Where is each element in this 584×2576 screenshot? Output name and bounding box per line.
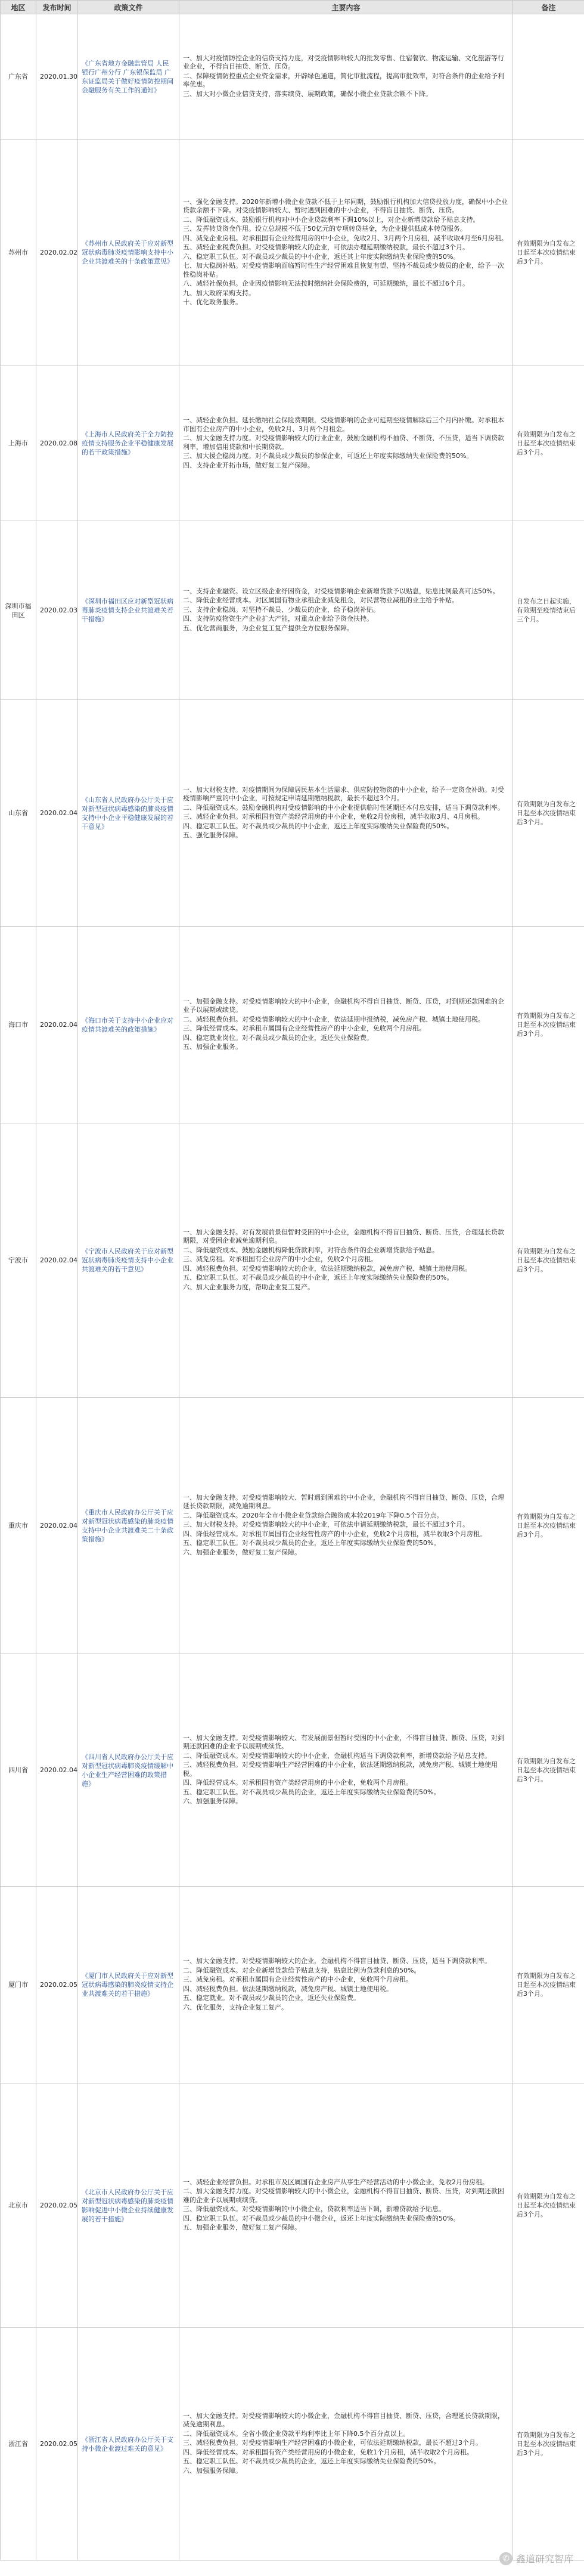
cell-policy: 《浙江省人民政府办公厅关于支持小微企业渡过难关的意见》	[78, 2328, 179, 2560]
main-paragraph: 五、加强企业服务。	[183, 1043, 242, 1051]
main-paragraph: 六、加强服务保障。	[183, 1797, 242, 1805]
main-paragraph: 四、稳定职工队伍。对不裁员或少裁员的中小微企业，返还上年度实际缴纳失业保险费的50%。	[183, 2214, 460, 2222]
main-paragraph: 六、加大企业服务力度，帮助企业复工复产。	[183, 1283, 314, 1291]
cell-note: 有效期限为自发布之日起至本次疫情结束后3个月。	[513, 1887, 584, 2083]
cell-main	[179, 1654, 513, 1887]
cell-date: 2020.02.05	[36, 2328, 78, 2560]
cell-policy: 《山东省人民政府办公厅关于应对新型冠状病毒感染的肺炎疫情支持中小企业平稳健康发展的若干意见》	[78, 700, 179, 927]
main-paragraph: 三、加大对小微企业信贷支持，落实续贷、展期政策，确保小微企业贷款余额不下降。	[183, 89, 432, 98]
watermark	[499, 2552, 573, 2565]
cell-note: 有效期限为自发布之日起至本次疫情结束后3个月。	[513, 1398, 584, 1654]
cell-note: 有效期限为自发布之日起至本次疫情结束后3个月。	[513, 1654, 584, 1887]
main-paragraph: 五、优化营商服务，为企业复工复产提供全方位服务保障。	[183, 624, 353, 632]
main-paragraph: 四、支持企业开拓市场，做好复工复产保障。	[183, 461, 314, 469]
table-row	[1, 2328, 584, 2560]
table-row	[1, 1398, 584, 1654]
main-paragraph: 二、降低企业经营成本。对区属国有物业承租企业减免租金，对民营物业减租的业主给予补贴。	[183, 596, 458, 605]
main-paragraph: 八、减轻社保负担。企业因疫情影响无法按时缴纳社会保险费的，可延期缴纳，最长不超过6个月。	[183, 280, 469, 287]
main-paragraph: 四、减轻税费负担。依法延期缴纳税款，减免房产税、城镇土地使用税。	[183, 1984, 393, 1993]
main-paragraph: 二、降低融资成本。对企业新增贷款给予贴息支持，贴息比例为贷款利息的50%。	[183, 1966, 421, 1974]
cell-policy: 《宁波市人民政府关于应对新型冠状病毒肺炎疫情支持中小企业共渡难关的若干意见》	[78, 1123, 179, 1398]
cell-main	[179, 700, 513, 927]
header-main: 主要内容	[179, 1, 513, 14]
main-paragraph: 四、降低经营成本。对承租市属国有企业经营性房产的中小企业，免收2个月房租，减半收取3个月房租。	[183, 1530, 486, 1538]
main-paragraph: 一、加大金融支持。对有发展前景但暂时受困的中小企业，金融机构不得盲目抽贷、断贷、压贷，合理延长贷款期限，对受困企业减免逾期利息。	[183, 1228, 504, 1245]
cell-region: 深圳市福田区	[1, 521, 36, 700]
main-paragraph: 一、加大金融支持。对受疫情影响较大、有发展前景但暂时受困的中小企业，不得盲目抽贷、断贷、压贷，对到期还款困难的企业予以展期或续贷。	[183, 1733, 504, 1750]
cell-date: 2020.02.04	[36, 1398, 78, 1654]
cell-note: 有效期限为自发布之日起至本次疫情结束后3个月。	[513, 1123, 584, 1398]
cell-main	[179, 1887, 513, 2083]
cell-main	[179, 366, 513, 521]
main-paragraph: 四、减轻税费负担。对受疫情影响较大的企业，依法延期缴纳税款，减免房产税、城镇土地使用税。	[183, 1264, 471, 1272]
cell-note: 有效期限为自发布之日起至本次疫情结束后3个月。	[513, 366, 584, 521]
main-paragraph: 二、减轻税费负担。对受疫情影响较大的中小企业，依法延期申报纳税，减免房产税、城镇土地使用税。	[183, 1015, 484, 1023]
cell-region: 北京市	[1, 2083, 36, 2328]
main-paragraph: 一、支持企业融资。设立区级企业纾困资金，对受疫情影响企业新增贷款予以贴息，贴息比例最高可达50%。	[183, 587, 499, 595]
cell-date: 2020.01.30	[36, 14, 78, 140]
cell-region: 厦门市	[1, 1887, 36, 2083]
cell-policy: 《广东省地方金融监管局 人民银行广州分行 广东银保监局 广东证监局关于做好疫情防控期间金融服务有关工作的通知》	[78, 14, 179, 140]
cell-main	[179, 2083, 513, 2328]
main-paragraph: 九、加大政府采购支持。	[183, 289, 255, 297]
table-row	[1, 700, 584, 927]
cell-date: 2020.02.08	[36, 366, 78, 521]
cell-region: 苏州市	[1, 140, 36, 366]
main-paragraph: 一、减轻企业经营负担。对承租市及区属国有企业房产从事生产经营活动的中小微企业，免收2月份房租。	[183, 2178, 489, 2186]
cell-main	[179, 2328, 513, 2560]
main-paragraph: 二、降低融资成本。对受疫情影响较大的中小企业，金融机构适当下调贷款利率，新增贷款给予贴息支持。	[183, 1751, 491, 1760]
main-paragraph: 四、降低经营成本。对承租国有资产类经营用房的中小企业，免收两个月房租。	[183, 1779, 412, 1787]
table-header-row	[1, 1, 584, 14]
main-paragraph: 二、加大金融支持力度。对受疫情影响较大的中小微企业，金融机构不得盲目抽贷、断贷、压贷，对到期还款困难的企业予以展期或续贷。	[183, 2187, 504, 2204]
cell-policy: 《上海市人民政府关于全力防控疫情支持服务企业平稳健康发展的若干政策措施》	[78, 366, 179, 521]
cell-region: 浙江省	[1, 2328, 36, 2560]
cell-note: 有效期限为自发布之日起至本次疫情结束后3个月。	[513, 927, 584, 1123]
cell-region: 四川省	[1, 1654, 36, 1887]
cell-region: 海口市	[1, 927, 36, 1123]
main-paragraph: 二、降低融资成本。鼓励金融机构降低贷款利率，对符合条件的企业新增贷款给予贴息。	[183, 1246, 439, 1254]
cell-policy: 《苏州市人民政府关于应对新型冠状病毒肺炎疫情影响支持中小企业共渡难关的十条政策意见》	[78, 140, 179, 366]
main-paragraph: 六、稳定职工队伍。对不裁员或少裁员的中小企业，返还其上年度实际缴纳失业保险费的50%。	[183, 252, 460, 261]
main-paragraph: 一、减轻企业负担。延长缴纳社会保险费期限，受疫情影响的企业可延期至疫情解除后三个月内补缴。对承租本市国有企业房产的中小企业，免收2月、3月两个月租金。	[183, 416, 504, 433]
main-paragraph: 四、稳定就业岗位。对不裁员或少裁员的企业，返还失业保险费。	[183, 1033, 373, 1042]
main-paragraph: 一、加大金融支持。对受疫情影响较大、暂时遇到困难的中小企业，金融机构不得盲目抽贷、断贷、压贷，合理延长贷款期限，减免逾期利息。	[183, 1493, 504, 1510]
cell-region: 重庆市	[1, 1398, 36, 1654]
table-row	[1, 1887, 584, 2083]
main-paragraph: 三、减免房租。对承租市属国有企业经营性房产的中小企业，免收两个月房租。	[183, 1976, 412, 1983]
cell-note: 有效期限为自发布之日起至本次疫情结束后3个月。	[513, 140, 584, 366]
cell-region: 广东省	[1, 14, 36, 140]
table-row	[1, 521, 584, 700]
cell-policy: 《重庆市人民政府办公厅关于应对新型冠状病毒感染的肺炎疫情支持中小企业共渡难关二十条政策措施》	[78, 1398, 179, 1654]
main-paragraph: 二、降低融资成本。2020年全市小微企业贷款综合融资成本较2019年下降0.5个百分点。	[183, 1511, 443, 1519]
cell-region: 宁波市	[1, 1123, 36, 1398]
header-date: 发布时间	[36, 1, 78, 14]
table-body	[1, 14, 584, 2560]
main-paragraph: 七、加大稳岗补贴。对受疫情影响面临暂时性生产经营困难且恢复有望、坚持不裁员或少裁员的企业，给予一次性稳岗补贴。	[183, 262, 504, 278]
main-paragraph: 三、减免房租。对承租国有企业房产的中小企业，免收2个月房租。	[183, 1255, 377, 1264]
cell-date: 2020.02.02	[36, 140, 78, 366]
table-row	[1, 927, 584, 1123]
main-paragraph: 三、加大财税支持。对受疫情影响较大的中小企业，可依法申请延期缴纳税款，最长不超过3个月。	[183, 1521, 469, 1529]
main-paragraph: 三、减轻企业负担。对承租国有资产类经营用房的中小企业，免收2月份房租，减半收取3月、4月房租。	[183, 813, 484, 821]
cell-date: 2020.02.04	[36, 1654, 78, 1887]
cell-date: 2020.02.03	[36, 521, 78, 700]
main-paragraph: 四、支持防疫物资生产企业扩大产能，对重点企业给予资金扶持。	[183, 615, 373, 623]
cell-date: 2020.02.04	[36, 700, 78, 927]
cell-date: 2020.02.04	[36, 927, 78, 1123]
main-paragraph: 四、降低经营成本。对承租国有资产类经营用房的小微企业，免收1个月房租，减半收取2个月房租。	[183, 2448, 473, 2456]
main-paragraph: 五、稳定就业。对不裁员或少裁员的企业，返还失业保险费。	[183, 1994, 360, 2002]
main-paragraph: 六、加强企业服务，做好复工复产保障。	[183, 1548, 301, 1556]
main-paragraph: 三、减轻税费负担。对受疫情影响生产经营困难的中小企业，依法延期缴纳税款，减免房产税、城镇土地使用税。	[183, 1761, 498, 1778]
table-row	[1, 14, 584, 140]
main-paragraph: 二、降低融资成本。鼓励金融机构对受疫情影响的中小企业提供临时性延期还本付息安排，适当下调贷款利率。	[183, 803, 504, 812]
main-paragraph: 三、支持企业稳岗。对坚持不裁员、少裁员的企业，给予稳岗补贴。	[183, 605, 380, 614]
cell-note: 自发布之日起实施，有效期至疫情结束后三个月。	[513, 521, 584, 700]
main-paragraph: 一、加大金融支持。对受疫情影响较大的小微企业，金融机构不得盲目抽贷、断贷、压贷，合理延长贷款期限，减免逾期利息。	[183, 2411, 504, 2429]
cell-main	[179, 1398, 513, 1654]
cell-main	[179, 140, 513, 366]
wechat-icon: ✆	[499, 2552, 512, 2565]
cell-date: 2020.02.04	[36, 1123, 78, 1398]
cell-date: 2020.02.05	[36, 2083, 78, 2328]
main-paragraph: 一、加大金融支持。对受疫情影响较大的企业，金融机构不得盲目抽贷、断贷、压贷，适当下调贷款利率。	[183, 1957, 491, 1965]
main-paragraph: 一、加强金融支持。对受疫情影响较大的中小企业，金融机构不得盲目抽贷、断贷、压贷，对到期还款困难的企业予以展期或续贷。	[183, 997, 504, 1014]
cell-note	[513, 14, 584, 140]
cell-policy: 《北京市人民政府办公厅关于应对新型冠状病毒感染的肺炎疫情影响促进中小微企业持续健康发展的若干措施》	[78, 2083, 179, 2328]
main-paragraph: 四、稳定职工队伍。对不裁员或少裁员的中小企业，返还上年度实际缴纳失业保险费的50%。	[183, 822, 453, 830]
cell-main	[179, 521, 513, 700]
header-policy: 政策文件	[78, 1, 179, 14]
main-paragraph: 三、降低融资成本。对受疫情影响的中小微企业，贷款利率适当下调，新增贷款给予贴息。	[183, 2205, 445, 2213]
cell-note: 有效期限为自发布之日起至本次疫情结束后3个月。	[513, 700, 584, 927]
main-paragraph: 三、发挥转贷资金作用。设立总规模不低于50亿元的专项转贷基金，为企业提供低成本转贷服务。	[183, 225, 467, 233]
main-paragraph: 五、强化服务保障。	[183, 831, 242, 839]
main-paragraph: 六、优化服务，支持企业复工复产。	[183, 2003, 288, 2011]
cell-main	[179, 14, 513, 140]
cell-policy: 《四川省人民政府办公厅关于应对新型冠状病毒肺炎疫情缓解中小企业生产经营困难的政策措施》	[78, 1654, 179, 1887]
main-paragraph: 三、加大援企稳岗力度。对不裁员或少裁员的参保企业，可返还上年度实际缴纳失业保险费的50%。	[183, 452, 473, 460]
header-region: 地区	[1, 1, 36, 14]
main-paragraph: 五、稳定职工队伍。对不裁员或少裁员的中小企业，返还上年度实际缴纳失业保险费的50%。	[183, 1274, 453, 1282]
main-paragraph: 三、降低经营成本。对承租市属国有企业经营性房产的中小企业，免收两个月房租。	[183, 1024, 425, 1032]
main-paragraph: 五、稳定职工队伍。对不裁员或少裁员的企业，返还上年度实际缴纳失业保险费的50%。	[183, 2457, 440, 2466]
main-paragraph: 二、降低融资成本。鼓励银行机构对中小企业贷款利率下调10%以上，对企业新增贷款给予贴息支持。	[183, 215, 480, 224]
main-paragraph: 十、优化政务服务。	[183, 298, 242, 306]
cell-main	[179, 927, 513, 1123]
main-paragraph: 二、保障疫情防控重点企业资金需求，开辟绿色通道，简化审批流程，提高审批效率，对符合条件的企业给予利率优惠。	[183, 72, 504, 89]
table-row	[1, 1123, 584, 1398]
main-paragraph: 一、加大对疫情防控企业的信贷支持力度，对受疫情影响较大的批发零售、住宿餐饮、物流运输、文化旅游等行业企业，不得盲目抽贷、断贷、压贷。	[183, 54, 504, 71]
cell-policy: 《厦门市人民政府关于应对新型冠状病毒感染的肺炎疫情支持企业共渡难关的若干措施》	[78, 1887, 179, 2083]
cell-note: 有效期限为自发布之日起至本次疫情结束后3个月。	[513, 2328, 584, 2560]
cell-region: 山东省	[1, 700, 36, 927]
watermark-text: 鑫道研究智库	[515, 2553, 573, 2565]
main-paragraph: 六、加强服务保障。	[183, 2466, 242, 2475]
cell-main	[179, 1123, 513, 1398]
cell-note: 有效期限为自发布之日起至本次疫情结束后3个月。	[513, 2083, 584, 2328]
main-paragraph: 一、强化金融支持。2020年新增小微企业贷款不低于上年同期，鼓励银行机构加大信贷投放力度，确保中小企业贷款余额不下降。对受疫情影响较大、暂时遇到困难的中小企业，不得盲目抽贷、断贷、压贷。	[183, 197, 508, 214]
main-paragraph: 五、稳定职工队伍。对不裁员或少裁员的企业，返还上年度实际缴纳失业保险费的50%。	[183, 1539, 440, 1547]
table-row	[1, 140, 584, 366]
main-paragraph: 五、减轻企业税费负担。对受疫情影响较大的企业，可依法办理延期缴纳税款，最长不超过3个月。	[183, 243, 469, 251]
cell-region: 上海市	[1, 366, 36, 521]
main-paragraph: 二、降低融资成本。全省小微企业贷款平均利率比上年下降0.5个百分点以上。	[183, 2429, 410, 2438]
table-row	[1, 2083, 584, 2328]
main-paragraph: 三、减轻税费负担。对受疫情影响生产经营困难的小微企业，可依法延期缴纳税款，最长不超过3个月。	[183, 2439, 482, 2447]
main-paragraph: 二、加大金融支持力度。对受疫情影响较大的行业企业，鼓励金融机构不抽贷、不断贷、不压贷，适当下调贷款利率，增加信用贷款和中长期贷款。	[183, 434, 504, 451]
main-paragraph: 一、加大财税支持。对疫情期间为保障居民基本生活需求、供应防控物资的中小企业，给予一定资金补助。对受疫情影响严重的中小企业，可按规定申请延期缴纳税款，最长不超过3个月。	[183, 785, 504, 802]
main-paragraph: 五、加强企业服务，做好复工复产保障。	[183, 2224, 301, 2231]
header-note: 备注	[513, 1, 584, 14]
table-row	[1, 1654, 584, 1887]
table-row	[1, 366, 584, 521]
cell-policy: 《海口市关于支持中小企业应对疫情共渡难关的政策措施》	[78, 927, 179, 1123]
main-paragraph: 五、稳定职工队伍。对不裁员或少裁员的企业，返还上年度实际缴纳失业保险费的50%。	[183, 1788, 440, 1796]
cell-policy: 《深圳市福田区应对新型冠状病毒肺炎疫情支持企业共渡难关若干措施》	[78, 521, 179, 700]
main-paragraph: 四、减免企业房租。对承租国有企业经营用房的中小企业，免收2月、3月两个月房租，减半收取4月至6月房租。	[183, 234, 508, 242]
cell-date: 2020.02.05	[36, 1887, 78, 2083]
